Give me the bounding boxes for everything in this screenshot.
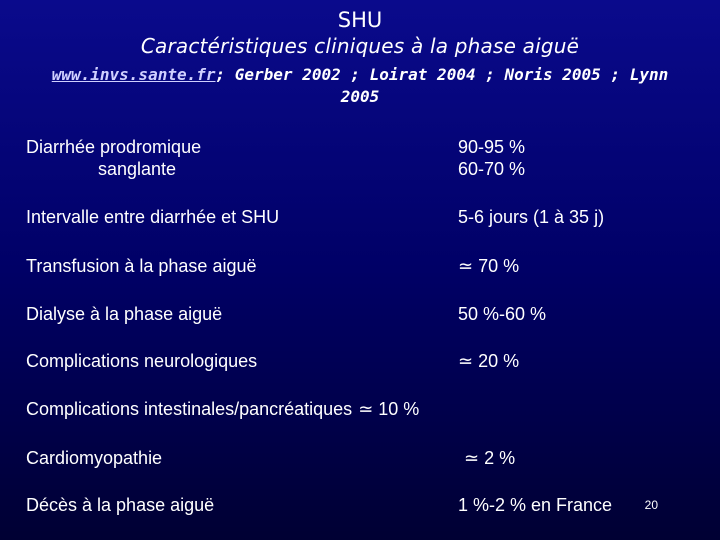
value-line-2: 60-70 % [458, 159, 526, 179]
reference-text: ; Gerber 2002 ; Loirat 2004 ; Noris 2005 ; Lynn 2005 [215, 65, 669, 106]
row-value [458, 136, 525, 180]
row-label: Décès à la phase aiguë [26, 495, 215, 515]
value-line-1: 90-95 % [458, 137, 526, 157]
references [40, 64, 680, 108]
row-label [26, 398, 419, 420]
row-label: Transfusion à la phase aiguë [26, 256, 257, 276]
label-text: Complications intestinales/pancréatiques [26, 399, 353, 419]
slide-subtitle: Caractéristiques cliniques à la phase aiguë [140, 34, 580, 58]
slide-title: SHU [337, 8, 383, 32]
row-label [26, 136, 201, 180]
row-value: 5-6 jours (1 à 35 j) [458, 207, 605, 227]
label-line-1: Diarrhée prodromique [26, 137, 202, 157]
row-value: 1 %-2 % en France [458, 495, 613, 515]
row-label: Cardiomyopathie [26, 448, 163, 468]
row-value: ≃ 70 % [458, 256, 520, 276]
row-value: ≃ 2 % [464, 448, 516, 468]
reference-link[interactable]: www.invs.sante.fr [51, 65, 216, 84]
slide-number: 20 [644, 498, 658, 512]
row-value: ≃ 10 % [358, 399, 420, 419]
row-label: Dialyse à la phase aiguë [26, 304, 223, 324]
label-line-2: sanglante [98, 159, 177, 179]
row-label: Complications neurologiques [26, 351, 258, 371]
row-value: ≃ 20 % [458, 351, 520, 371]
row-label: Intervalle entre diarrhée et SHU [26, 207, 280, 227]
row-value: 50 %-60 % [458, 304, 547, 324]
